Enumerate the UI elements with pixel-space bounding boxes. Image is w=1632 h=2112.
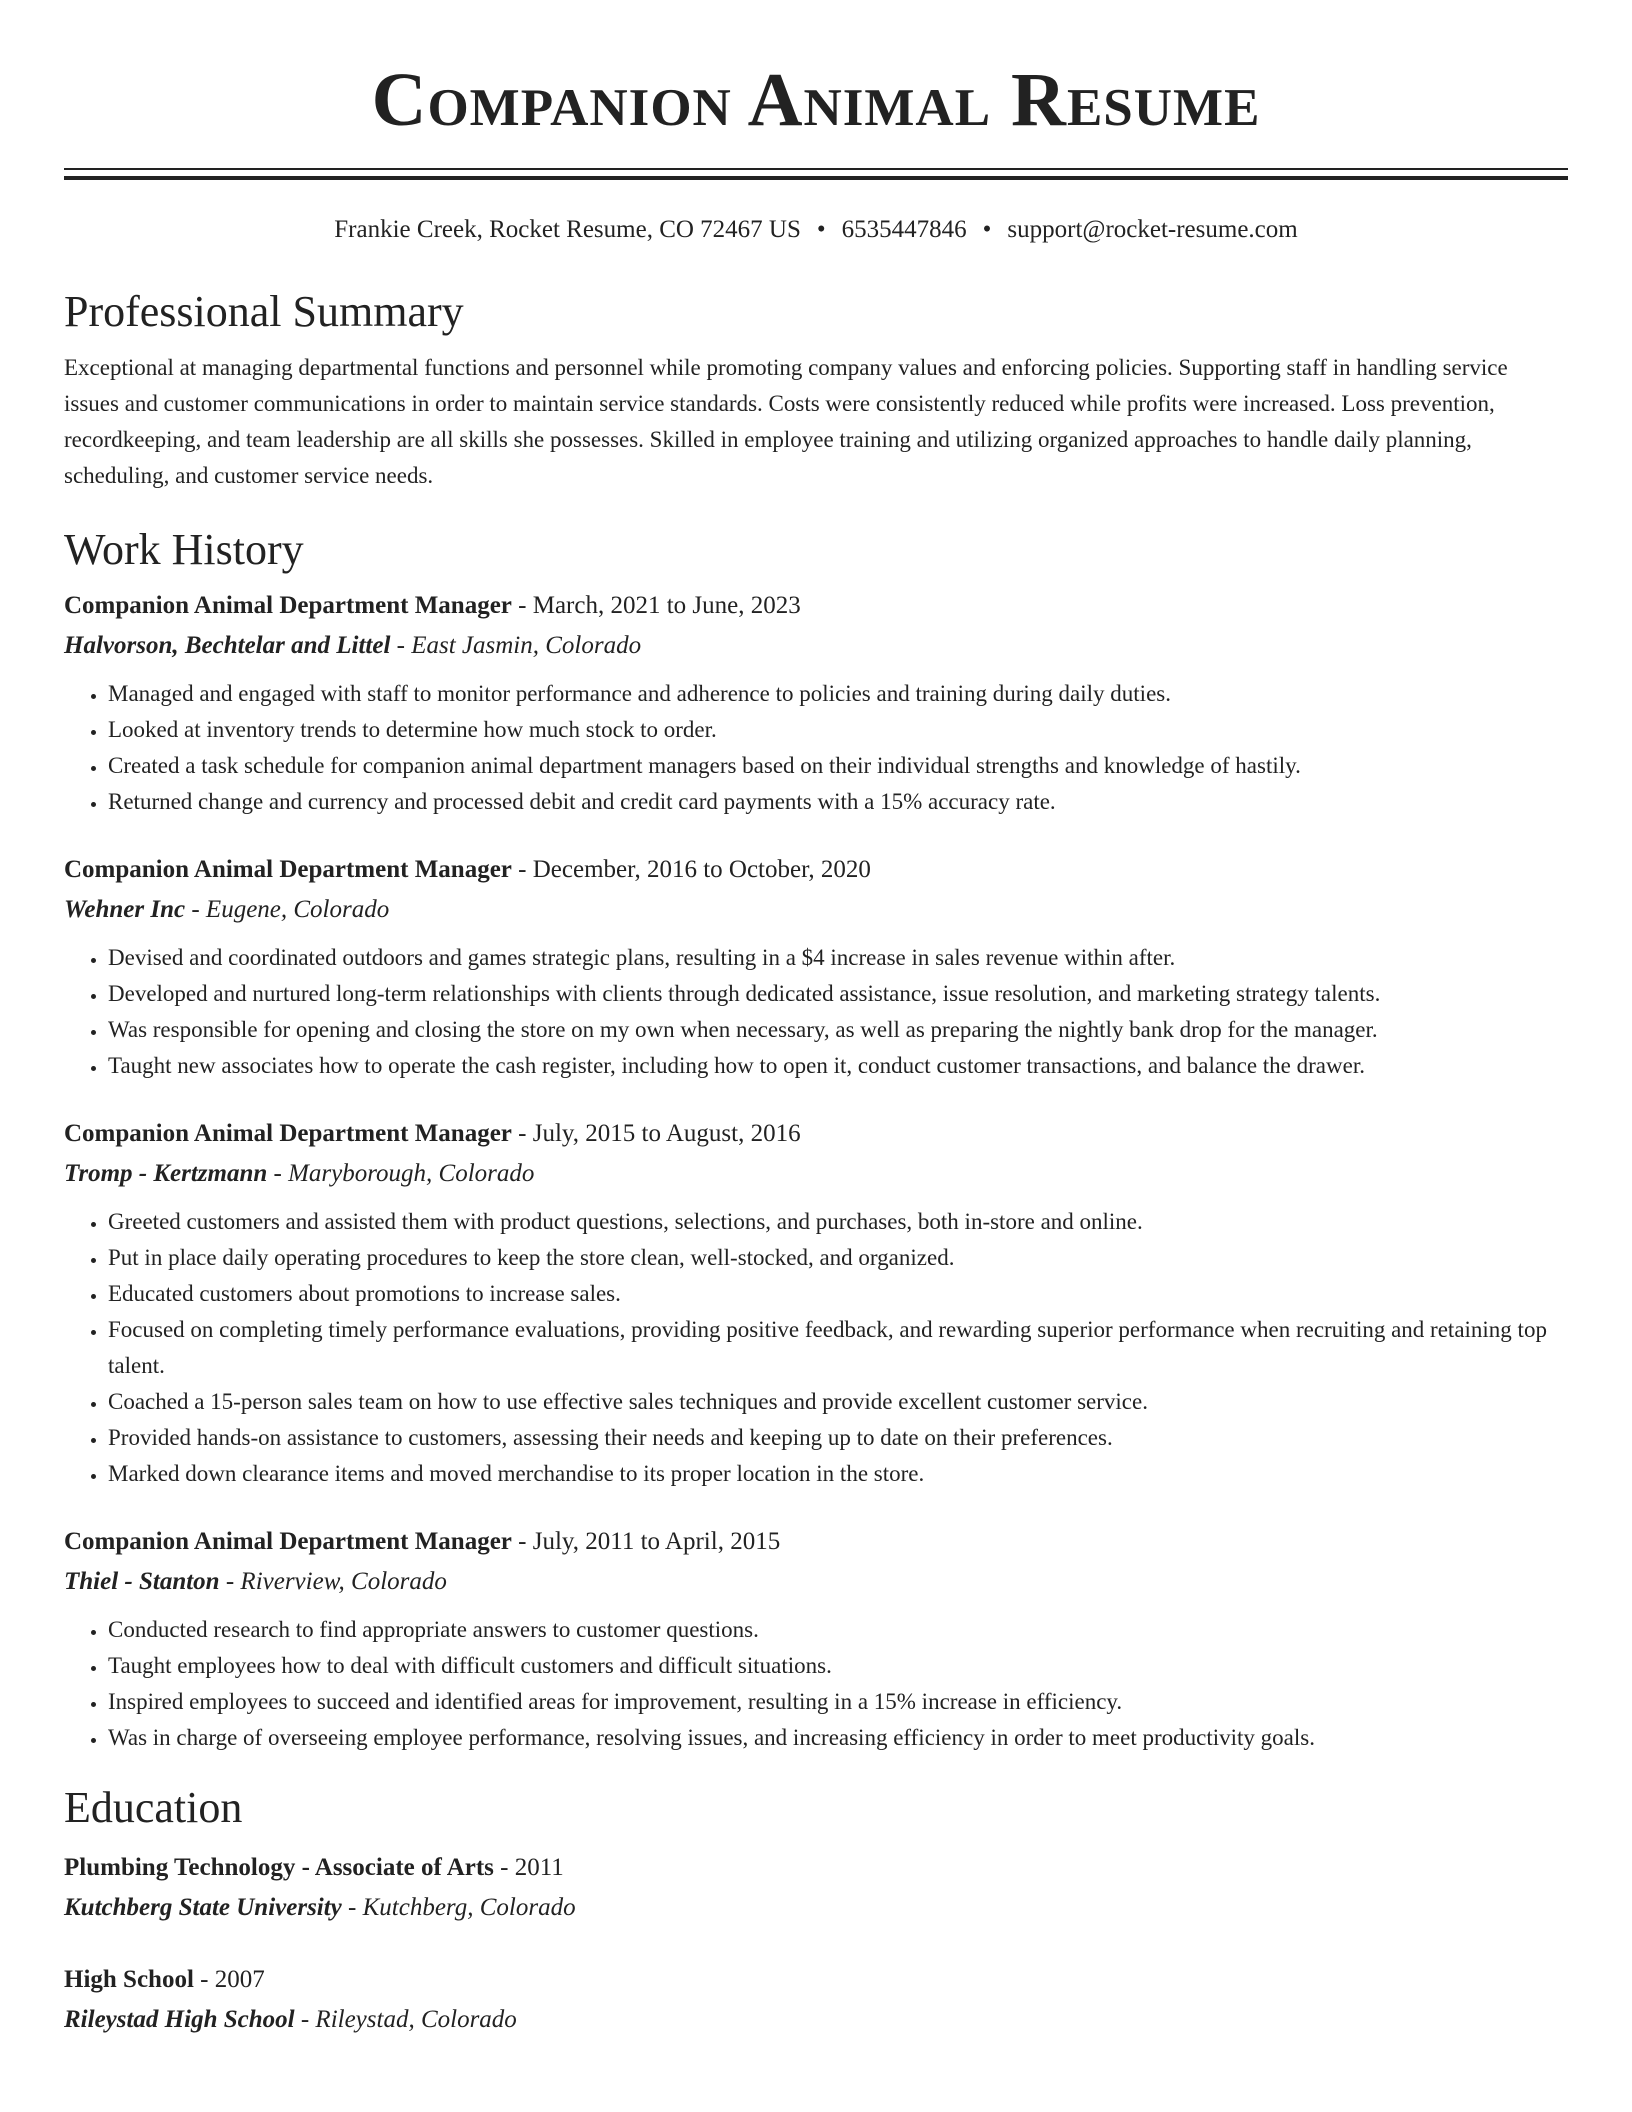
job-title: Companion Animal Department Manager	[64, 1120, 512, 1147]
job-location: - Riverview, Colorado	[219, 1568, 447, 1595]
job-title: Companion Animal Department Manager	[64, 1528, 512, 1555]
job-bullets	[64, 940, 1568, 1084]
job-title-line	[64, 1522, 1568, 1562]
job-dates: - July, 2015 to August, 2016	[511, 1120, 801, 1147]
education-location: - Rileystad, Colorado	[294, 2006, 517, 2033]
title-divider	[64, 168, 1568, 180]
education-heading: Education	[64, 1783, 243, 1832]
job-dates: - July, 2011 to April, 2015	[511, 1528, 781, 1555]
job-title-line	[64, 1114, 1568, 1154]
education-list	[64, 1848, 1568, 2040]
work-history-heading: Work History	[64, 525, 304, 574]
contact-separator: •	[982, 216, 992, 243]
job-title-line	[64, 586, 1568, 626]
education-school: Rileystad High School	[64, 2006, 295, 2033]
job-company: Thiel - Stanton	[64, 1568, 220, 1595]
job-dates: - December, 2016 to October, 2020	[511, 856, 871, 883]
contact-address: Frankie Creek, Rocket Resume, CO 72467 US	[334, 216, 801, 243]
education-degree-line	[64, 1848, 1568, 1888]
job-company-line	[64, 890, 1568, 930]
divider-thick-line	[64, 176, 1568, 180]
job-bullet: • Was in charge of overseeing employee performance, resolving issues, and increasing efficiency in order to meet productivity goals.	[108, 1720, 1568, 1756]
job-company-line	[64, 1154, 1568, 1194]
contact-phone: 6535447846	[841, 216, 967, 243]
job-bullet: • Devised and coordinated outdoors and games strategic plans, resulting in a $4 increase in sales revenue within after.	[108, 940, 1568, 976]
summary-text: Exceptional at managing departmental functions and personnel while promoting company values and enforcing policies. Supporting staff in handling service issues and customer communications in order to maintain service standards. Costs were consistently reduced while profits were increased. Loss prevention, recordkeeping, and team leadership are all skills she possesses. Skilled in employee training and utilizing organized approaches to handle daily planning, scheduling, and customer service needs.	[64, 355, 1508, 488]
education-year: - 2007	[193, 1966, 265, 1993]
job-entry	[64, 1522, 1568, 1756]
job-title-line	[64, 850, 1568, 890]
education-school-line	[64, 2000, 1568, 2040]
job-bullet: • Provided hands-on assistance to customers, assessing their needs and keeping up to date on their preferences.	[108, 1420, 1568, 1456]
job-bullet: • Created a task schedule for companion animal department managers based on their individual strengths and knowledge of hastily.	[108, 748, 1568, 784]
job-bullet: • Looked at inventory trends to determine how much stock to order.	[108, 712, 1568, 748]
education-degree: Plumbing Technology - Associate of Arts	[64, 1854, 494, 1881]
job-company: Wehner Inc	[64, 896, 186, 923]
job-bullet: • Inspired employees to succeed and identified areas for improvement, resulting in a 15% increase in efficiency.	[108, 1684, 1568, 1720]
contact-line	[64, 214, 1568, 246]
education-school: Kutchberg State University	[64, 1894, 342, 1921]
job-bullets	[64, 676, 1568, 820]
job-entry	[64, 586, 1568, 820]
job-bullets	[64, 1612, 1568, 1756]
education-entry	[64, 1960, 1568, 2040]
job-entry	[64, 1114, 1568, 1492]
job-bullet: • Conducted research to find appropriate answers to customer questions.	[108, 1612, 1568, 1648]
job-bullet: • Focused on completing timely performance evaluations, providing positive feedback, and rewarding superior performance when recruiting and retaining top talent.	[108, 1312, 1568, 1384]
education-entry	[64, 1848, 1568, 1928]
job-location: - East Jasmin, Colorado	[390, 632, 642, 659]
education-degree-line	[64, 1960, 1568, 2000]
job-title: Companion Animal Department Manager	[64, 856, 512, 883]
job-bullet: • Put in place daily operating procedures to keep the store clean, well-stocked, and organized.	[108, 1240, 1568, 1276]
job-bullet: • Managed and engaged with staff to monitor performance and adherence to policies and training during daily duties.	[108, 676, 1568, 712]
education-school-line	[64, 1888, 1568, 1928]
job-entry	[64, 850, 1568, 1084]
job-location: - Maryborough, Colorado	[267, 1160, 535, 1187]
job-bullet: • Greeted customers and assisted them with product questions, selections, and purchases, both in-store and online.	[108, 1204, 1568, 1240]
contact-separator: •	[816, 216, 826, 243]
job-company: Tromp - Kertzmann	[64, 1160, 268, 1187]
job-company-line	[64, 1562, 1568, 1602]
job-bullet: • Returned change and currency and processed debit and credit card payments with a 15% accuracy rate.	[108, 784, 1568, 820]
job-bullet: • Educated customers about promotions to increase sales.	[108, 1276, 1568, 1312]
education-year: - 2011	[493, 1854, 564, 1881]
job-bullet: • Developed and nurtured long-term relationships with clients through dedicated assistance, issue resolution, and marketing strategy talents.	[108, 976, 1568, 1012]
education-degree: High School	[64, 1966, 194, 1993]
education-location: - Kutchberg, Colorado	[341, 1894, 576, 1921]
summary-heading: Professional Summary	[64, 287, 464, 336]
contact-email[interactable]: support@rocket-resume.com	[1007, 216, 1298, 243]
work-history-list	[64, 586, 1568, 1756]
job-title: Companion Animal Department Manager	[64, 592, 512, 619]
job-bullets	[64, 1204, 1568, 1492]
job-bullet: • Taught employees how to deal with difficult customers and difficult situations.	[108, 1648, 1568, 1684]
job-dates: - March, 2021 to June, 2023	[511, 592, 801, 619]
job-location: - Eugene, Colorado	[185, 896, 390, 923]
job-bullet: • Coached a 15-person sales team on how to use effective sales techniques and provide excellent customer service.	[108, 1384, 1568, 1420]
job-bullet: • Marked down clearance items and moved merchandise to its proper location in the store.	[108, 1456, 1568, 1492]
job-company-line	[64, 626, 1568, 666]
resume-title: Companion Animal Resume	[371, 58, 1261, 142]
job-bullet: • Was responsible for opening and closing the store on my own when necessary, as well as preparing the nightly bank drop for the manager.	[108, 1012, 1568, 1048]
job-company: Halvorson, Bechtelar and Littel	[64, 632, 391, 659]
job-bullet: • Taught new associates how to operate the cash register, including how to open it, conduct customer transactions, and balance the drawer.	[108, 1048, 1568, 1084]
